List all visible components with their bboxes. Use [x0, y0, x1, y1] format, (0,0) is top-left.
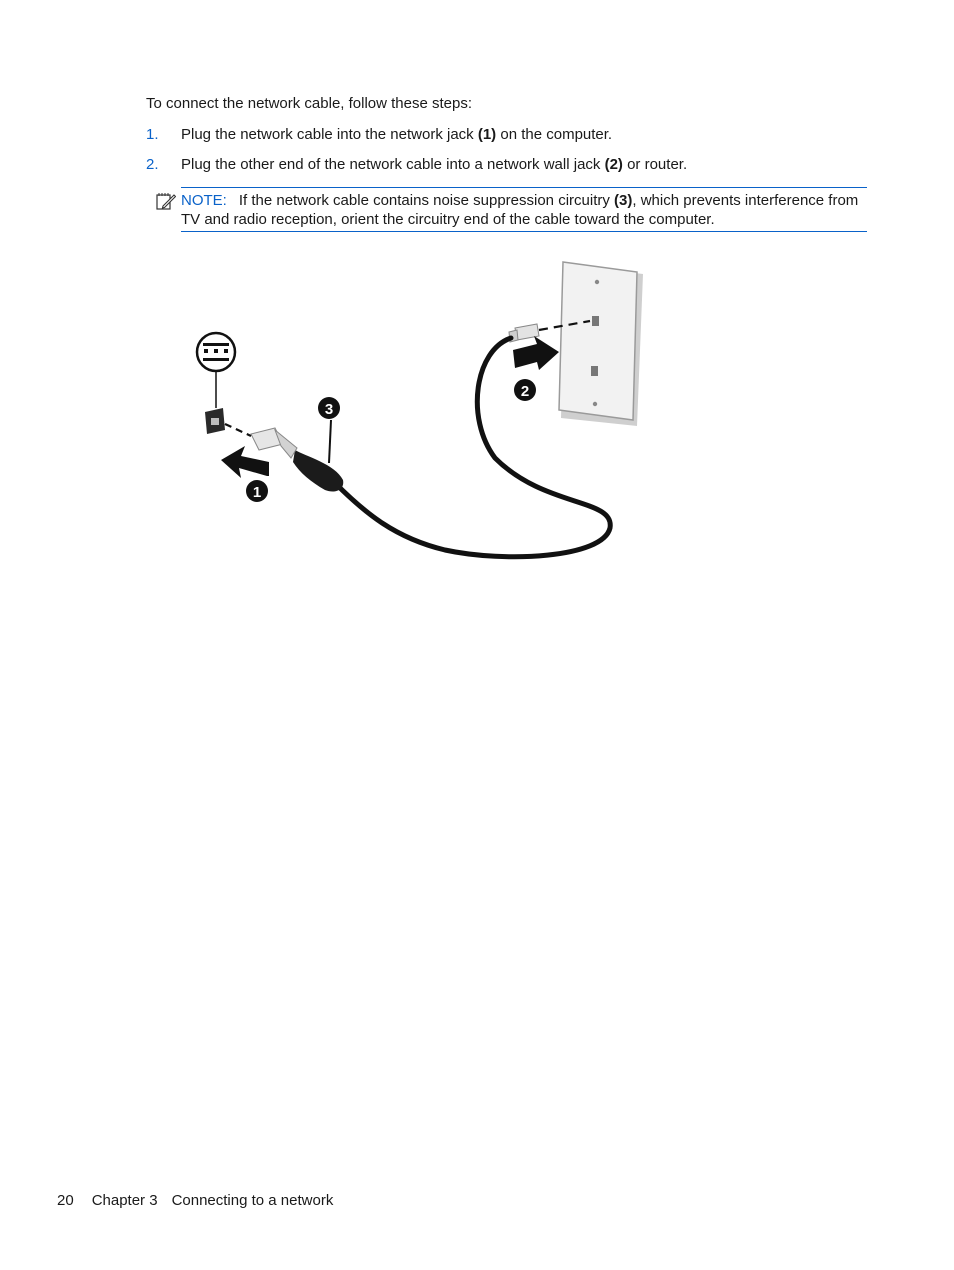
step-callout: (2): [604, 156, 623, 173]
network-jack-symbol-icon: [197, 333, 235, 371]
step-number: 2.: [146, 156, 159, 173]
callout-3-label: 3: [324, 401, 334, 418]
callout-2-label: 2: [520, 383, 530, 400]
step-number: 1.: [146, 126, 159, 143]
step-callout: (1): [477, 126, 497, 143]
note-label: NOTE:: [181, 192, 227, 209]
step-1: [146, 126, 612, 143]
intro-text: To connect the network cable, follow these steps:: [146, 95, 473, 112]
rj45-connector-icon: [251, 428, 297, 458]
ferrite-core-icon: [293, 450, 343, 492]
rj45-connector-icon: [509, 324, 539, 342]
step-text: Plug the other end of the network cable into a network wall jack (2) or router.: [181, 156, 688, 173]
step-text: Plug the network cable into the network jack (1) on the computer.: [181, 126, 613, 143]
note-box: [181, 187, 867, 232]
note-text: If the network cable contains noise suppression circuitry (3), which prevents interference from TV and radio reception, orient the circuitry end of the cable toward the computer.: [181, 192, 859, 228]
chapter-title: Connecting to a network: [171, 1192, 334, 1209]
step-2: [146, 156, 687, 173]
page-number: 20: [57, 1192, 74, 1209]
chapter-label: Chapter 3: [91, 1192, 158, 1209]
network-cable-illustration: [185, 258, 655, 568]
wall-plate-icon: [559, 262, 643, 426]
note-callout: (3): [614, 192, 633, 209]
callout-1-label: 1: [252, 484, 262, 501]
page-footer: [57, 1192, 333, 1209]
note-pencil-icon: [156, 192, 176, 210]
